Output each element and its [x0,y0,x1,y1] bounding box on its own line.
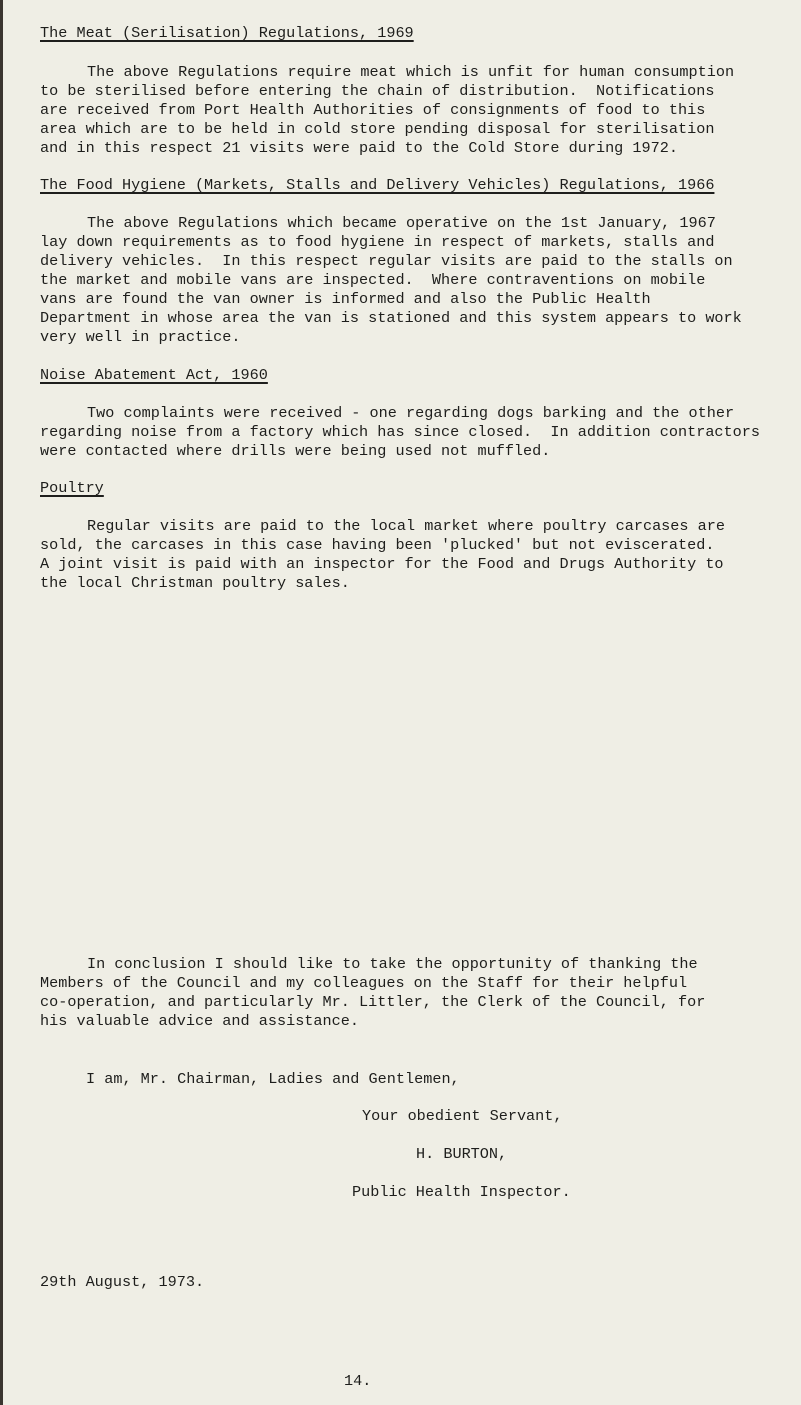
text-line: to be sterilised before entering the chain of distribution. Notifications [40,82,715,100]
date: 29th August, 1973. [40,1273,205,1291]
page-edge [0,0,3,1405]
text-line: sold, the carcases in this case having been 'plucked' but not eviscerated. [40,536,715,554]
text-line: vans are found the van owner is informed and also the Public Health [40,290,651,308]
text-line: co-operation, and particularly Mr. Littler, the Clerk of the Council, for [40,993,706,1011]
text-line: regarding noise from a factory which has since closed. In addition contractors [40,423,761,441]
text-line: and in this respect 21 visits were paid to the Cold Store during 1972. [40,139,678,157]
paragraph-poultry [40,517,725,593]
paragraph-food-hygiene [40,214,742,347]
text-line: area which are to be held in cold store pending disposal for sterilisation [40,120,715,138]
page-number: 14. [344,1372,372,1390]
text-line: Regular visits are paid to the local market where poultry carcases are [87,517,725,535]
text-line: The above Regulations which became operative on the 1st January, 1967 [87,214,716,232]
text-line: A joint visit is paid with an inspector for the Food and Drugs Authority to [40,555,724,573]
text-line: his valuable advice and assistance. [40,1012,359,1030]
signatory: H. BURTON, [416,1145,508,1163]
text-line: In conclusion I should like to take the opportunity of thanking the [87,955,698,973]
text-line: are received from Port Health Authorities of consignments of food to this [40,101,706,119]
text-line: were contacted where drills were being used not muffled. [40,442,551,460]
text-line: the market and mobile vans are inspected. Where contraventions on mobile [40,271,706,289]
heading-noise-abatement: Noise Abatement Act, 1960 [40,366,268,384]
paragraph-conclusion [40,955,705,1031]
paragraph-meat-regulations [40,63,734,158]
text-line: lay down requirements as to food hygiene in respect of markets, stalls and [40,233,715,251]
heading-meat-regulations: The Meat (Serilisation) Regulations, 1969 [40,24,414,42]
text-line: The above Regulations require meat which is unfit for human consumption [87,63,735,81]
text-line: delivery vehicles. In this respect regular visits are paid to the stalls on [40,252,733,270]
text-line: Members of the Council and my colleagues on the Staff for their helpful [40,974,688,992]
heading-poultry: Poultry [40,479,104,497]
text-line: the local Christman poultry sales. [40,574,350,592]
salutation: I am, Mr. Chairman, Ladies and Gentlemen, [86,1070,460,1088]
text-line: Department in whose area the van is stationed and this system appears to work [40,309,742,327]
heading-food-hygiene: The Food Hygiene (Markets, Stalls and Delivery Vehicles) Regulations, 1966 [40,176,715,194]
text-line: Two complaints were received - one regarding dogs barking and the other [87,404,735,422]
signatory-title: Public Health Inspector. [352,1183,571,1201]
text-line: very well in practice. [40,328,241,346]
closing: Your obedient Servant, [362,1107,563,1125]
paragraph-noise-abatement [40,404,760,461]
